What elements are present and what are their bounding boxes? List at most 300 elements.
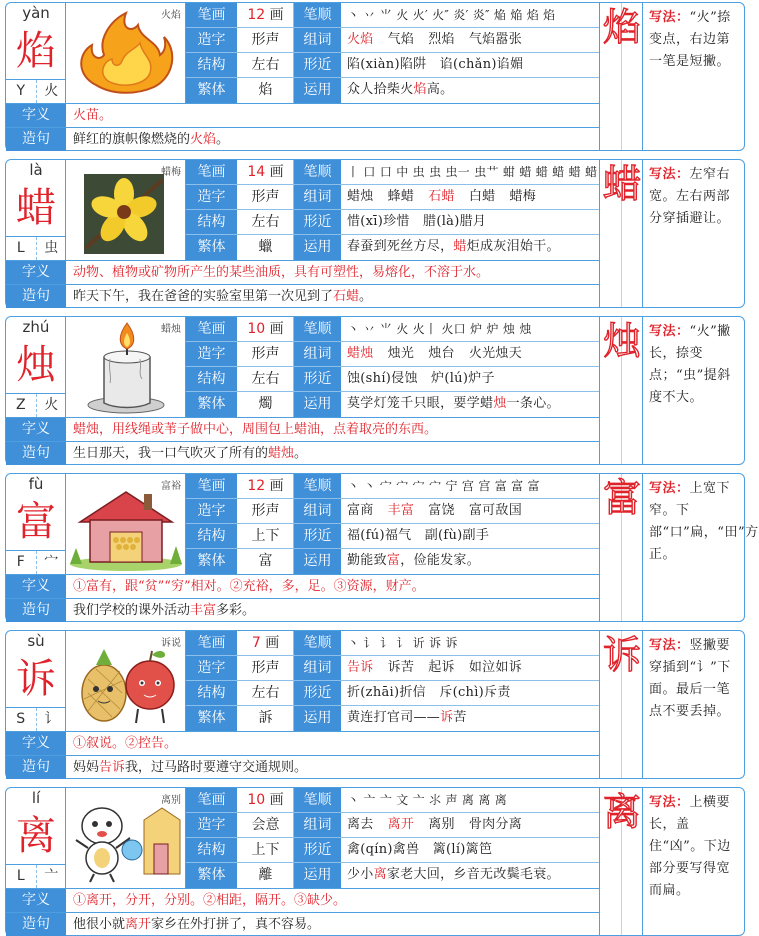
text-part: 焰	[413, 82, 427, 97]
stroke-unit: 画	[269, 164, 284, 180]
info-grid	[186, 317, 599, 417]
initial-letter: L	[6, 237, 37, 260]
info-row	[186, 185, 599, 210]
text-part: 我们学校的课外活动	[73, 603, 191, 618]
meaning-value	[66, 575, 599, 598]
tip-label: 写法：	[649, 638, 690, 653]
word-item: 烛台	[428, 346, 455, 361]
formation-value: 形声	[238, 28, 294, 52]
text-part: 少小	[347, 867, 374, 882]
word-item: 烈焰	[428, 32, 455, 47]
picture-caption: 诉说	[161, 638, 181, 649]
tip-text: “火”撇长，捺变点；“虫”提斜度不大。	[649, 324, 731, 405]
picture-caption: 蜡梅	[161, 167, 181, 178]
label-structure: 结构	[186, 681, 238, 705]
label-sentence: 造句	[6, 285, 66, 308]
writing-tip	[645, 476, 759, 618]
label-sentence: 造句	[6, 128, 66, 151]
stroke-count	[238, 474, 294, 498]
meaning-value	[66, 732, 599, 755]
initial-letter: F	[6, 551, 37, 574]
sentence-row	[6, 755, 599, 779]
similar-chars: 陷(xiàn)陷阱 谄(chǎn)谄媚	[347, 57, 524, 72]
main-character: 诉	[16, 656, 56, 702]
label-strokes: 笔画	[186, 631, 238, 655]
usage-example	[342, 78, 599, 103]
text-part: ②充裕，多，足。③资源，财产。	[229, 579, 425, 594]
text-part: ①离开，分开，分别。	[73, 893, 204, 908]
formation-value: 形声	[238, 499, 294, 523]
word-item: 离开	[387, 817, 415, 832]
text-part: 黄连打官司——	[347, 710, 441, 725]
picture-caption: 蜡烛	[161, 324, 181, 335]
label-traditional: 繁体	[186, 706, 238, 731]
writing-tip	[645, 162, 745, 304]
tip-text: 左窄右宽。左右两部分穿插避让。	[649, 167, 731, 226]
text-part: 我，过马路时要遵守交通规则。	[125, 760, 308, 775]
fruit-characters-picture	[66, 631, 186, 731]
tip-text: 上横要长，盖住“凶”。下边部分要写得宽而扁。	[649, 795, 731, 898]
meaning-row	[6, 260, 599, 284]
info-row	[186, 78, 599, 103]
info-grid	[186, 788, 599, 888]
word-item: 如泣如诉	[468, 660, 523, 675]
label-strokes: 笔画	[186, 3, 238, 27]
label-order: 笔顺	[294, 631, 342, 655]
character-block	[6, 317, 66, 417]
words-list	[342, 499, 599, 523]
initial-letter: Z	[6, 394, 37, 417]
text-part: 离	[373, 867, 387, 882]
formation-value: 形声	[238, 342, 294, 366]
radical: 宀	[44, 554, 59, 570]
label-words: 组词	[294, 185, 342, 209]
meaning-row	[6, 103, 599, 127]
sentence-row	[6, 441, 599, 465]
info-row	[186, 210, 599, 235]
sentence-value	[66, 128, 599, 151]
info-row	[186, 788, 599, 813]
pinyin: fù	[28, 475, 44, 493]
label-meaning: 字义	[6, 889, 66, 912]
character-card	[5, 159, 745, 308]
text-part: ②控告。	[125, 736, 178, 751]
text-part: 蜡	[453, 239, 467, 254]
similar-chars: 福(fú)福气 副(fù)副手	[347, 528, 490, 543]
info-row	[186, 474, 599, 499]
practice-column	[599, 631, 643, 778]
stroke-order: 丶 讠 讠 讠 䜣 诉 诉	[347, 636, 458, 650]
sentence-row	[6, 127, 599, 151]
text-part: ①叙说。	[73, 736, 126, 751]
formation-value: 形声	[238, 185, 294, 209]
label-sentence: 造句	[6, 913, 66, 936]
label-structure: 结构	[186, 53, 238, 77]
outline-character: 离	[602, 790, 641, 834]
info-row	[186, 317, 599, 342]
word-item: 火焰	[347, 32, 374, 47]
sentence-value	[66, 285, 599, 308]
flame-picture	[66, 3, 186, 103]
stroke-number: 12	[247, 7, 266, 23]
picture-caption: 火焰	[161, 10, 181, 21]
info-grid	[186, 3, 599, 103]
label-formation: 造字	[186, 342, 238, 366]
writing-tip	[645, 633, 745, 775]
tip-label: 写法：	[649, 481, 690, 496]
info-grid	[186, 631, 599, 731]
label-strokes: 笔画	[186, 788, 238, 812]
label-words: 组词	[294, 342, 342, 366]
index-row	[6, 864, 66, 888]
practice-column	[599, 160, 643, 307]
radical: 火	[44, 83, 59, 99]
character-card	[5, 787, 745, 936]
structure-value: 左右	[238, 681, 294, 705]
stroke-count	[238, 160, 294, 184]
label-traditional: 繁体	[186, 78, 238, 103]
info-row	[186, 813, 599, 838]
words-list	[342, 185, 599, 209]
label-sentence: 造句	[6, 442, 66, 465]
stroke-unit: 画	[269, 478, 284, 494]
stroke-unit: 画	[269, 792, 284, 808]
stroke-order: 丶 丷 ⺌ 火 火′ 火″ 炎′ 炎″ 焔 焔 焰 焰	[347, 8, 556, 22]
tip-text: “火”捺变点，右边第一笔是短撇。	[649, 10, 731, 69]
meaning-text: 蜡烛，用线绳或苇子做中心，周围包上蜡油，点着取亮的东西。	[73, 422, 438, 437]
word-item: 蜂蜡	[387, 189, 415, 204]
house-picture	[66, 474, 186, 574]
pinyin: yàn	[22, 4, 50, 22]
info-row	[186, 549, 599, 574]
label-traditional: 繁体	[186, 549, 238, 574]
pinyin: sù	[27, 632, 45, 650]
stroke-unit: 画	[269, 321, 284, 337]
similar-chars: 蚀(shí)侵蚀 炉(lú)炉子	[347, 371, 495, 386]
initial-letter: Y	[6, 80, 37, 103]
label-usage: 运用	[294, 78, 342, 103]
text-part: 鲜红的旗帜像燃烧的	[73, 132, 191, 147]
usage-example	[342, 549, 599, 574]
word-item: 烛光	[387, 346, 415, 361]
index-row	[6, 236, 66, 260]
usage-example	[342, 235, 599, 260]
word-item: 白蜡	[468, 189, 496, 204]
stroke-unit: 画	[265, 635, 280, 651]
text-part: 。	[359, 289, 373, 304]
text-part: 苦	[453, 710, 467, 725]
outline-character: 烛	[602, 319, 641, 363]
label-structure: 结构	[186, 838, 238, 862]
label-sentence: 造句	[6, 756, 66, 779]
label-meaning: 字义	[6, 732, 66, 755]
practice-column	[599, 317, 643, 464]
text-part: 多彩。	[216, 603, 256, 618]
text-part: 众人拾柴火	[347, 82, 414, 97]
label-meaning: 字义	[6, 418, 66, 441]
formation-value: 形声	[238, 656, 294, 680]
label-usage: 运用	[294, 235, 342, 260]
wintersweet-picture	[66, 160, 186, 260]
sentence-row	[6, 284, 599, 308]
label-traditional: 繁体	[186, 392, 238, 417]
stroke-order: 丶 丷 ⺌ 火 火丨 火口 炉 炉 烛 烛	[347, 322, 532, 336]
outline-character: 焰	[602, 5, 641, 49]
initial-letter: L	[6, 865, 37, 888]
sentence-value	[66, 442, 599, 465]
main-character: 烛	[16, 342, 56, 388]
radical: 虫	[44, 240, 59, 256]
label-words: 组词	[294, 28, 342, 52]
picture-caption: 离别	[161, 795, 181, 806]
word-item: 骨肉分离	[468, 817, 523, 832]
stroke-count	[238, 3, 294, 27]
traditional-value: 富	[238, 549, 294, 574]
word-item: 离去	[347, 817, 374, 832]
structure-value: 左右	[238, 367, 294, 391]
text-part: 诉	[440, 710, 454, 725]
word-item: 富商	[347, 503, 374, 518]
character-block	[6, 631, 66, 731]
word-item: 富可敌国	[468, 503, 523, 518]
info-grid	[186, 160, 599, 260]
tip-label: 写法：	[649, 324, 690, 339]
info-row	[186, 53, 599, 78]
word-item: 告诉	[347, 660, 374, 675]
label-order: 笔顺	[294, 317, 342, 341]
structure-value: 上下	[238, 838, 294, 862]
label-usage: 运用	[294, 549, 342, 574]
index-row	[6, 550, 66, 574]
tip-label: 写法：	[649, 167, 690, 182]
sentence-row	[6, 598, 599, 622]
character-card	[5, 473, 759, 622]
writing-tip	[645, 319, 745, 461]
info-row	[186, 838, 599, 863]
info-row	[186, 235, 599, 260]
text-part: 烛	[493, 396, 507, 411]
index-row	[6, 707, 66, 731]
label-similar: 形近	[294, 681, 342, 705]
text-part: ，俭能发家。	[400, 553, 481, 568]
info-row	[186, 631, 599, 656]
label-strokes: 笔画	[186, 317, 238, 341]
stroke-order: 丶 亠 亠 文 亠 ⺢ 声 离 离 离	[347, 793, 508, 807]
word-item: 丰富	[387, 503, 415, 518]
label-similar: 形近	[294, 210, 342, 234]
main-character: 离	[16, 813, 56, 859]
pinyin: zhú	[22, 318, 50, 336]
stroke-order: 丶 丶 宀 宀 宀 宀 宁 宫 宫 富 富 富	[347, 479, 540, 493]
traditional-value: 蠟	[238, 235, 294, 260]
traditional-value: 離	[238, 863, 294, 888]
label-order: 笔顺	[294, 160, 342, 184]
word-item: 离别	[428, 817, 455, 832]
text-part: 昨天下午，我在爸爸的实验室里第一次见到了	[73, 289, 334, 304]
info-row	[186, 656, 599, 681]
meaning-value	[66, 418, 599, 441]
traditional-value: 焰	[238, 78, 294, 103]
label-usage: 运用	[294, 706, 342, 731]
candle-picture	[66, 317, 186, 417]
text-part: 。	[216, 132, 230, 147]
info-row	[186, 367, 599, 392]
main-character: 焰	[16, 28, 56, 74]
character-block	[6, 3, 66, 103]
stroke-number: 12	[247, 478, 266, 494]
stroke-count	[238, 317, 294, 341]
text-part: 丰富	[190, 603, 217, 618]
word-item: 蜡烛	[347, 189, 374, 204]
tip-label: 写法：	[649, 10, 690, 25]
sentence-value	[66, 599, 599, 622]
info-row	[186, 3, 599, 28]
stroke-count	[238, 631, 294, 655]
index-row	[6, 393, 66, 417]
text-part: 富	[386, 553, 401, 568]
pinyin: lí	[31, 789, 41, 807]
usage-example	[342, 863, 599, 888]
pinyin: là	[29, 161, 43, 179]
words-list	[342, 28, 599, 52]
text-part: 离开	[125, 917, 152, 932]
info-row	[186, 681, 599, 706]
character-block	[6, 160, 66, 260]
word-item: 蜡梅	[509, 189, 537, 204]
index-row	[6, 79, 66, 103]
words-list	[342, 342, 599, 366]
tip-label: 写法：	[649, 795, 690, 810]
structure-value: 左右	[238, 210, 294, 234]
outline-character: 蜡	[602, 162, 641, 206]
sentence-value	[66, 756, 599, 779]
words-list	[342, 813, 599, 837]
label-usage: 运用	[294, 392, 342, 417]
practice-column	[599, 474, 643, 621]
label-formation: 造字	[186, 499, 238, 523]
meaning-row	[6, 417, 599, 441]
word-item: 富饶	[428, 503, 455, 518]
traditional-value: 訴	[238, 706, 294, 731]
label-structure: 结构	[186, 524, 238, 548]
info-row	[186, 342, 599, 367]
similar-chars: 禽(qín)禽兽 篱(lí)篱笆	[347, 842, 493, 857]
word-item: 诉苦	[387, 660, 415, 675]
label-similar: 形近	[294, 367, 342, 391]
text-part: ②相距，隔开。③缺少。	[203, 893, 347, 908]
info-row	[186, 706, 599, 731]
writing-tip	[645, 790, 745, 932]
info-row	[186, 28, 599, 53]
radical: 亠	[44, 868, 59, 884]
stroke-count	[238, 788, 294, 812]
word-item: 气焰嚣张	[468, 32, 523, 47]
stroke-unit: 画	[269, 7, 284, 23]
label-sentence: 造句	[6, 599, 66, 622]
text-part: ①富有，跟“贫”“穷”相对。	[73, 579, 230, 594]
info-grid	[186, 474, 599, 574]
label-order: 笔顺	[294, 474, 342, 498]
word-item: 火光烛天	[468, 346, 523, 361]
stroke-number: 14	[247, 164, 266, 180]
text-part: 他很小就	[73, 917, 126, 932]
label-structure: 结构	[186, 210, 238, 234]
character-card	[5, 630, 745, 779]
practice-column	[599, 3, 643, 150]
radical: 火	[44, 397, 59, 413]
meaning-row	[6, 888, 599, 912]
main-character: 富	[16, 499, 56, 545]
meaning-text: 动物、植物或矿物所产生的某些油质，具有可塑性，易熔化，不溶于水。	[73, 265, 490, 280]
info-row	[186, 392, 599, 417]
text-part: 石蜡	[333, 289, 360, 304]
label-strokes: 笔画	[186, 160, 238, 184]
text-part: 莫学灯笼千只眼，要学蜡	[347, 396, 494, 411]
text-part: 家乡在外打拼了，真不容易。	[151, 917, 321, 932]
label-meaning: 字义	[6, 575, 66, 598]
structure-value: 左右	[238, 53, 294, 77]
words-list	[342, 656, 599, 680]
sentence-value	[66, 913, 599, 936]
word-item: 蜡烛	[347, 346, 374, 361]
text-part: 蜡烛	[268, 446, 295, 461]
farewell-picture	[66, 788, 186, 888]
text-part: 炬成灰泪始干。	[466, 239, 560, 254]
usage-example	[342, 392, 599, 417]
outline-character: 诉	[602, 633, 641, 677]
info-row	[186, 524, 599, 549]
label-similar: 形近	[294, 53, 342, 77]
text-part: 火焰	[190, 132, 217, 147]
label-traditional: 繁体	[186, 863, 238, 888]
label-words: 组词	[294, 499, 342, 523]
label-order: 笔顺	[294, 3, 342, 27]
traditional-value: 燭	[238, 392, 294, 417]
text-part: 生日那天，我一口气吹灭了所有的	[73, 446, 269, 461]
structure-value: 上下	[238, 524, 294, 548]
tip-text: 竖撇要穿插到“讠”下面。最后一笔点不要丢掉。	[649, 638, 731, 719]
label-formation: 造字	[186, 656, 238, 680]
main-character: 蜡	[16, 185, 56, 231]
stroke-number: 10	[247, 792, 266, 808]
text-part: 一条心。	[506, 396, 560, 411]
label-formation: 造字	[186, 185, 238, 209]
radical: 讠	[44, 711, 59, 727]
label-structure: 结构	[186, 367, 238, 391]
meaning-row	[6, 574, 599, 598]
practice-column	[599, 788, 643, 935]
label-traditional: 繁体	[186, 235, 238, 260]
formation-value: 会意	[238, 813, 294, 837]
sentence-row	[6, 912, 599, 936]
stroke-number: 10	[247, 321, 266, 337]
label-usage: 运用	[294, 863, 342, 888]
text-part: 妈妈	[73, 760, 100, 775]
label-strokes: 笔画	[186, 474, 238, 498]
label-words: 组词	[294, 813, 342, 837]
outline-character: 富	[602, 476, 641, 520]
character-card	[5, 316, 745, 465]
meaning-value	[66, 104, 599, 127]
label-words: 组词	[294, 656, 342, 680]
character-card	[5, 2, 745, 151]
picture-caption: 富裕	[161, 481, 181, 492]
text-part: 春蚕到死丝方尽，	[347, 239, 454, 254]
info-row	[186, 499, 599, 524]
text-part: 家老大回，乡音无改鬓毛衰。	[386, 867, 560, 882]
label-meaning: 字义	[6, 261, 66, 284]
meaning-text: 火苗。	[73, 108, 113, 123]
